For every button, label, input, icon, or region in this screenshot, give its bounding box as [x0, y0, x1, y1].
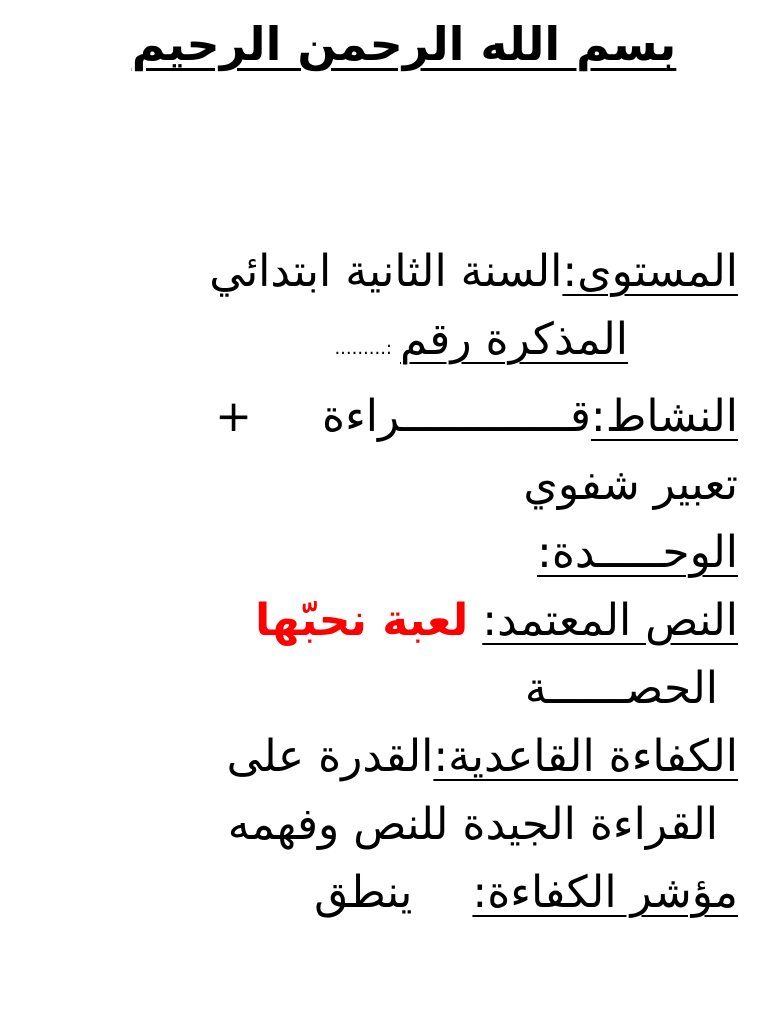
- basmala-title: [0, 14, 768, 74]
- activity-cont-row: [60, 451, 738, 519]
- text-value: لعبة نحبّها: [255, 595, 469, 646]
- unit-row: [60, 519, 738, 587]
- level-label: المستوى:: [562, 246, 738, 297]
- basmala-text: بسم الله الرحمن الرحيم: [131, 17, 677, 71]
- plus-sign: +: [215, 391, 253, 442]
- lesson-info: [60, 238, 738, 927]
- competency-value: القدرة على: [226, 731, 434, 782]
- indicator-label: مؤشر الكفاءة:: [472, 867, 738, 918]
- memo-row: [60, 306, 738, 383]
- text-row: [60, 587, 738, 655]
- memo-label: المذكرة رقم: [400, 314, 628, 365]
- activity-value: قـــــــــــــراءة: [322, 391, 591, 442]
- activity-cont: تعبير شفوي: [523, 459, 738, 510]
- indicator-row: [60, 859, 738, 927]
- memo-value: :.........: [334, 338, 392, 359]
- activity-label: النشاط:: [590, 391, 738, 442]
- level-row: [60, 238, 738, 306]
- level-value: السنة الثانية ابتدائي: [209, 246, 563, 297]
- competency-cont-row: [60, 791, 738, 859]
- competency-label: الكفاءة القاعدية:: [433, 731, 738, 782]
- indicator-value: ينطق: [314, 867, 413, 918]
- unit-label: الوحـــــدة:: [537, 527, 738, 578]
- activity-row: [60, 383, 738, 451]
- session-row: [60, 655, 738, 723]
- competency-cont: القراءة الجيدة للنص وفهمه: [227, 799, 718, 850]
- competency-row: [60, 723, 738, 791]
- text-label: النص المعتمد:: [482, 595, 738, 646]
- session-label: الحصــــــة: [524, 663, 718, 714]
